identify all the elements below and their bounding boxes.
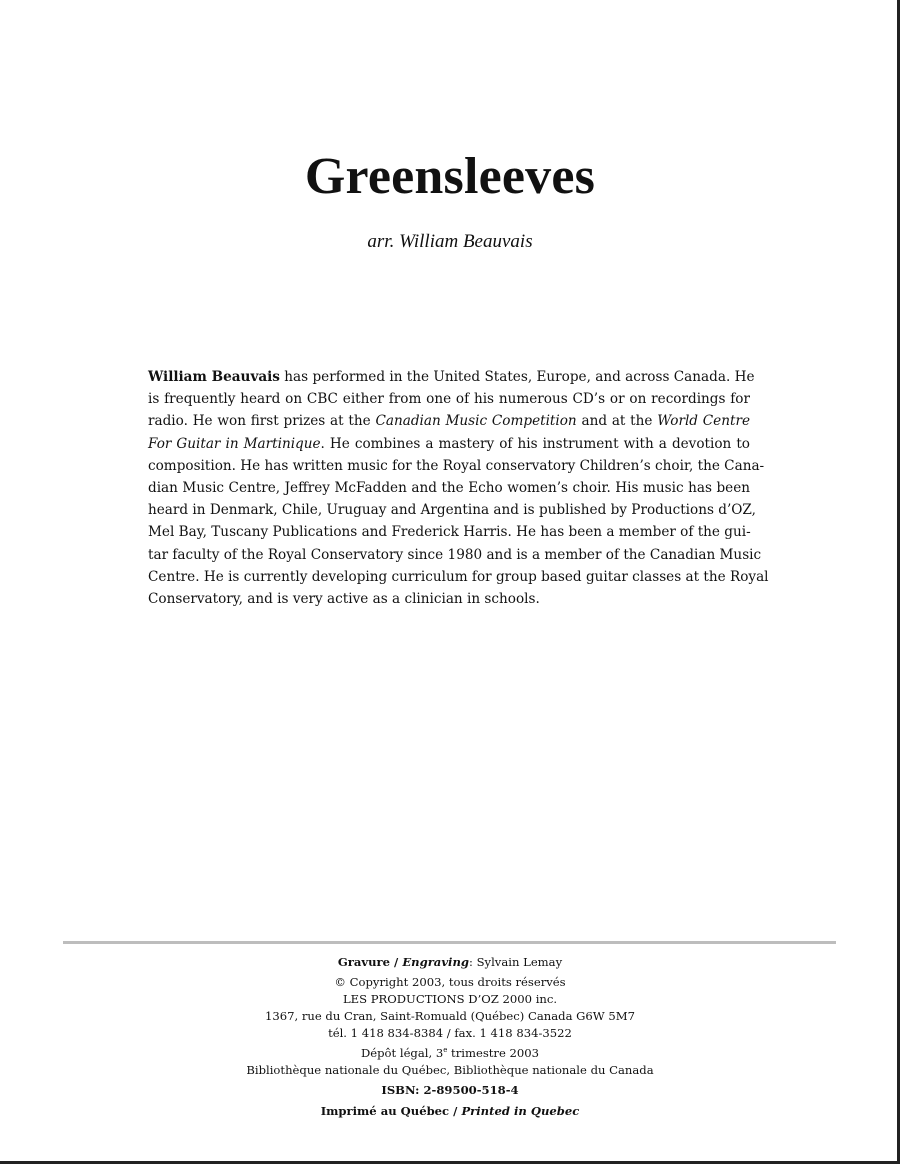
printed-in-line xyxy=(0,1103,900,1120)
bio-text: and at the xyxy=(576,413,658,430)
bio-text: Mel Bay, Tuscany Publications and Frederick Harris. He has been a member of the gui- xyxy=(148,524,751,541)
engraving-label-fr: Gravure xyxy=(337,955,391,969)
bio-line xyxy=(148,588,750,610)
colophon xyxy=(0,954,900,1120)
bio-text: dian Music Centre, Jeffrey McFadden and the Echo women’s choir. His music has been xyxy=(148,480,750,497)
bio-line xyxy=(148,388,750,410)
engraving-colon: : xyxy=(469,955,477,969)
bio-text: heard in Denmark, Chile, Uruguay and Argentina and is published by Productions d’OZ, xyxy=(148,502,756,519)
bio-line xyxy=(148,433,750,455)
libraries-line: Bibliothèque nationale du Québec, Bibliothèque nationale du Canada xyxy=(246,1063,654,1077)
publisher-phone: tél. 1 418 834-8384 / fax. 1 418 834-3522 xyxy=(328,1026,572,1040)
printed-en: Printed in Quebec xyxy=(461,1104,580,1118)
bio-line xyxy=(148,410,750,432)
bio-line xyxy=(148,366,755,388)
page-title: Greensleeves xyxy=(304,148,596,205)
bio-text: is frequently heard on CBC either from one of his numerous CD’s or on recordings for xyxy=(148,391,750,408)
footer-divider xyxy=(63,941,836,944)
bio-line xyxy=(148,499,756,521)
bio-line xyxy=(148,566,769,588)
bio-text: has performed in the United States, Europe, and across Canada. He xyxy=(279,369,755,385)
bio-italic-text: World Centre xyxy=(657,413,750,430)
legal-deposit-suffix: trimestre 2003 xyxy=(447,1046,540,1060)
publisher-name: LES PRODUCTIONS D’OZ 2000 inc. xyxy=(342,992,558,1006)
engraving-label-en: Engraving xyxy=(402,955,469,969)
bio-line xyxy=(148,544,762,566)
bio-italic-text: Canadian Music Competition xyxy=(375,413,577,430)
bio-line xyxy=(148,521,750,543)
engraver-name: Sylvain Lemay xyxy=(476,955,563,969)
legal-deposit xyxy=(0,1045,900,1062)
arranger-credit: arr. William Beauvais xyxy=(367,231,533,252)
publisher-address: 1367, rue du Cran, Saint-Romuald (Québec) Canada G6W 5M7 xyxy=(264,1009,636,1023)
isbn-line xyxy=(0,1082,900,1099)
bio-name-bold: William Beauvais xyxy=(148,369,280,385)
biography-paragraph xyxy=(148,366,769,610)
bio-text: Centre. He is currently developing curriculum for group based guitar classes at the Royal xyxy=(148,568,769,585)
printed-separator: / xyxy=(449,1104,462,1118)
copyright-line: © Copyright 2003, tous droits réservés xyxy=(334,975,566,989)
isbn: ISBN: 2-89500-518-4 xyxy=(381,1083,519,1097)
legal-deposit-prefix: Dépôt légal, 3 xyxy=(360,1046,444,1060)
bio-text: tar faculty of the Royal Conservatory since 1980 and is a member of the Canadian Music xyxy=(148,546,762,563)
engraving-separator: / xyxy=(390,955,403,969)
engraving-credit xyxy=(0,954,900,971)
bio-text: . He combines a mastery of his instrument with a devotion to xyxy=(320,435,750,452)
bio-text: composition. He has written music for the Royal conservatory Children’s choir, the Cana- xyxy=(148,457,765,474)
bio-italic-text: For Guitar in Martinique xyxy=(148,435,321,452)
bio-text: radio. He won first prizes at the xyxy=(148,413,376,430)
legal-deposit-sup: e xyxy=(443,1046,448,1055)
bio-line xyxy=(148,477,750,499)
bio-line xyxy=(148,455,765,477)
printed-fr: Imprimé au Québec xyxy=(320,1104,450,1118)
bio-text: Conservatory, and is very active as a clinician in schools. xyxy=(148,591,540,608)
